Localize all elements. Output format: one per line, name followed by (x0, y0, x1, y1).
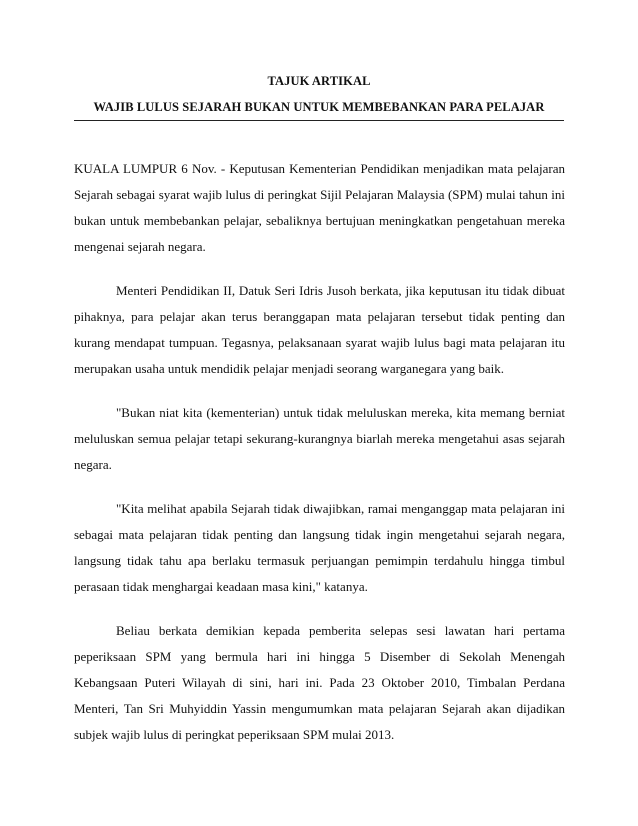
paragraph-3: "Bukan niat kita (kementerian) untuk tidak meluluskan mereka, kita memang berniat meluluskan semua pelajar tetapi sekurang-kurangnya biarlah mereka mengetahui asas sejarah negara. (74, 405, 565, 472)
paragraph-5: Beliau berkata demikian kepada pemberita selepas sesi lawatan hari pertama peperiksaan SPM yang bermula hari ini hingga 5 Disember di Sekolah Menengah Kebangsaan Puteri Wilayah di sini, hari ini. Pada 23 Oktober 2010, Timbalan Perdana Menteri, Tan Sri Muhyiddin Yassin mengumumkan mata pelajaran Sejarah akan dijadikan subjek wajib lulus di peringkat peperiksaan SPM mulai 2013. (74, 623, 565, 742)
paragraph-2: Menteri Pendidikan II, Datuk Seri Idris Jusoh berkata, jika keputusan itu tidak dibuat pihaknya, para pelajar akan terus beranggapan mata pelajaran tersebut tidak penting dan kurang mendapat tumpuan. Tegasnya, pelaksanaan syarat wajib lulus bagi mata pelajaran itu merupakan usaha untuk mendidik pelajar menjadi seorang warganegara yang baik. (74, 283, 565, 376)
document-title: WAJIB LULUS SEJARAH BUKAN UNTUK MEMBEBANKAN PARA PELAJAR (93, 100, 545, 114)
paragraph-4: "Kita melihat apabila Sejarah tidak diwajibkan, ramai menganggap mata pelajaran ini sebagai mata pelajaran tidak penting dan langsung tidak ingin mengetahui sejarah negara, langsung tidak tahu apa berlaku termasuk perjuangan pemimpin terdahulu hingga timbul perasaan tidak menghargai keadaan masa kini," katanya. (74, 501, 565, 594)
title-underline (74, 120, 564, 121)
article-body (74, 156, 565, 766)
paragraph-1: KUALA LUMPUR 6 Nov. - Keputusan Kementerian Pendidikan menjadikan mata pelajaran Sejarah sebagai syarat wajib lulus di peringkat Sijil Pelajaran Malaysia (SPM) mulai tahun ini bukan untuk membebankan pelajar, sebaliknya bertujuan meningkatkan pengetahuan mereka mengenai sejarah negara. (74, 161, 565, 254)
document-label: TAJUK ARTIKAL (267, 74, 371, 88)
